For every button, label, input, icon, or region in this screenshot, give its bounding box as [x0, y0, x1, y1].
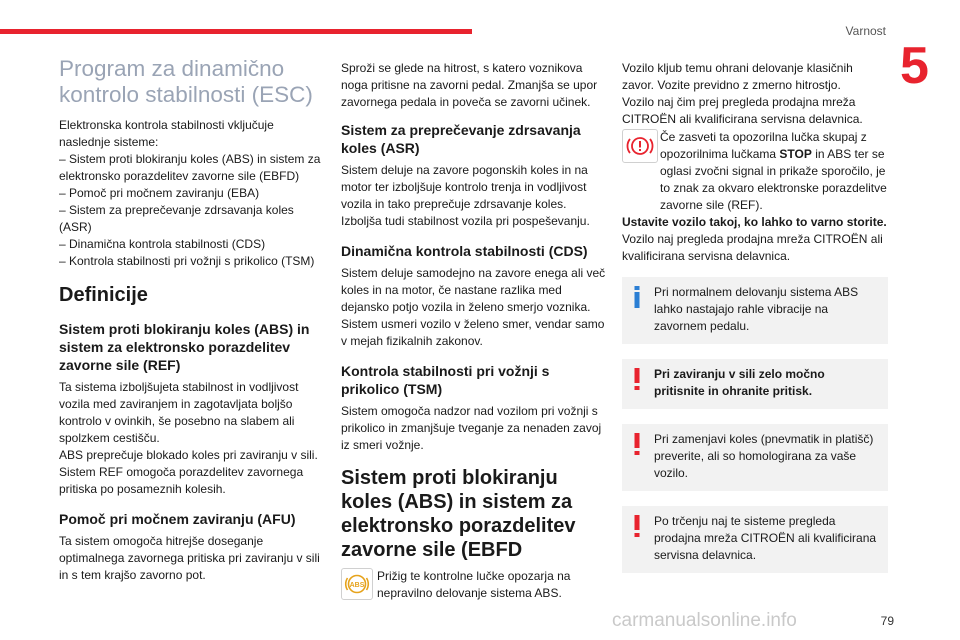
col3-paragraph-2: Vozilo naj čim prej pregleda prodajna mreža CITROËN ali kvalificirana servisna delavnica.: [622, 95, 863, 126]
page-number: 79: [880, 614, 894, 628]
abs-warning-lamp-icon: [341, 568, 373, 600]
abs-paragraph-1: Ta sistema izboljšujeta stabilnost in vodljivost vozila med zaviranjem in zagotavljata boljšo kontrolo v ovinkih, še posebno na slabem ali spolzkem cestišču.: [59, 380, 299, 445]
top-accent-bar: [0, 29, 472, 34]
brake-warning-lamp-icon: [622, 129, 658, 163]
watermark: carmanualsonline.info: [612, 610, 797, 631]
systems-list: [59, 151, 327, 270]
abs-heading: Sistem proti blokiranju koles (ABS) in sistem za elektronsko porazdelitev zavorne sile (REF): [59, 321, 310, 373]
definitions-heading: Definicije: [59, 284, 148, 306]
abs-lamp-row: [341, 568, 606, 602]
afu-paragraph: Ta sistem omogoča hitrejše doseganje optimalnega zavornega pritiska pri zaviranju v sili in s tem krajšo zavorno pot.: [59, 534, 320, 582]
list-item: – Sistem proti blokiranju koles (ABS) in sistem za elektronsko porazdelitev zavorne sile (EBFD): [59, 152, 321, 183]
col3-paragraph-3: Vozilo naj pregleda prodajna mreža CITROËN ali kvalificirana servisna delavnica.: [622, 232, 883, 263]
warning-box-3: [622, 506, 888, 573]
info-icon: [634, 286, 640, 308]
asr-heading: Sistem za preprečevanje zdrsavanja koles (ASR): [341, 122, 581, 156]
page-title: Program za dinamično kontrolo stabilnosti (ESC): [59, 56, 313, 107]
tsm-paragraph: Sistem omogoča nadzor nad vozilom pri vožnji s prikolico in zmanjšuje tveganje za nenaden zavoj iz smeri vožnje.: [341, 404, 602, 452]
ref-warning-text: [622, 129, 888, 214]
column-1: [59, 56, 327, 584]
ebfd-heading: Sistem proti blokiranju koles (ABS) in sistem za elektronsko porazdelitev zavorne sile (EBFD: [341, 467, 576, 561]
warn-text-post: in ABS ter se oglasi zvočni signal in prikaže sporočilo, je to znak za okvaro elektronske porazdelitve zavorne sile (REF).: [660, 147, 887, 212]
intro-text: Elektronska kontrola stabilnosti vključuje naslednje sisteme:: [59, 118, 274, 149]
abs-lamp-text: Prižig te kontrolne lučke opozarja na nepravilno delovanje sistema ABS.: [377, 569, 571, 600]
afu-heading: Pomoč pri močnem zaviranju (AFU): [59, 511, 296, 527]
exclamation-icon: [634, 433, 640, 455]
stop-label: STOP: [779, 147, 812, 161]
info-box-text: Pri normalnem delovanju sistema ABS lahko nastajajo rahle vibracije na zavornem pedalu.: [654, 285, 859, 333]
warning-box-3-text: Po trčenju naj te sisteme pregleda prodajna mreža CITROËN ali kvalificirana servisna delavnica.: [654, 514, 877, 562]
tsm-heading: Kontrola stabilnosti pri vožnji s prikolico (TSM): [341, 363, 550, 397]
column-3: [622, 60, 888, 588]
chapter-number: 5: [900, 37, 929, 95]
warn-text-pre: Če zasveti ta opozorilna lučka skupaj z opozorilnima lučkama: [660, 130, 867, 161]
warning-box-1: [622, 359, 888, 409]
list-item: – Sistem za preprečevanje zdrsavanja koles (ASR): [59, 203, 294, 234]
exclamation-icon: [634, 368, 640, 390]
stop-instruction: Ustavite vozilo takoj, ko lahko to varno storite.: [622, 215, 887, 229]
column-2: [341, 60, 606, 602]
abs-paragraph-2: ABS preprečuje blokado koles pri zaviranju v sili. Sistem REF omogoča porazdelitev zavornega pritiska po posameznih kolesih.: [59, 448, 318, 496]
col3-paragraph-1: Vozilo kljub temu ohrani delovanje klasičnih zavor. Vozite previdno z zmerno hitrostjo.: [622, 61, 853, 92]
abs-icon-text: ABS: [349, 582, 365, 589]
info-box: [622, 277, 888, 344]
ref-warning-row: [622, 129, 888, 214]
afu-continued: Sproži se glede na hitrost, s katero voznikova noga pritisne na zavorni pedal. Zmanjša se upor zavornega pedala in poveča se zavorni učinek.: [341, 61, 598, 109]
warning-box-2: [622, 424, 888, 491]
cds-paragraph: Sistem deluje samodejno na zavore enega ali več koles in na motor, če nastane razlika med dejansko potjo vozila in želeno smerjo voznika. Sistem usmeri vozilo v želeno smer, vendar samo v mejah fizikalnih zakonov.: [341, 266, 606, 348]
asr-paragraph: Sistem deluje na zavore pogonskih koles in na motor ter izboljšuje kontrolo trenja in vodljivost vozila in tako preprečuje zdrsavanje koles. Izboljša tudi stabilnost vozila pri pospeševanju.: [341, 163, 590, 228]
list-item: – Kontrola stabilnosti pri vožnji s prikolico (TSM): [59, 254, 315, 268]
warning-box-1-text: Pri zaviranju v sili zelo močno pritisnite in ohranite pritisk.: [654, 367, 825, 398]
exclamation-icon: [634, 515, 640, 537]
list-item: – Dinamična kontrola stabilnosti (CDS): [59, 237, 266, 251]
warning-box-2-text: Pri zamenjavi koles (pnevmatik in platišč) preverite, ali so homologirana za vaše vozilo.: [654, 432, 874, 480]
cds-heading: Dinamična kontrola stabilnosti (CDS): [341, 243, 588, 259]
section-name: Varnost: [845, 24, 886, 38]
list-item: – Pomoč pri močnem zaviranju (EBA): [59, 186, 260, 200]
